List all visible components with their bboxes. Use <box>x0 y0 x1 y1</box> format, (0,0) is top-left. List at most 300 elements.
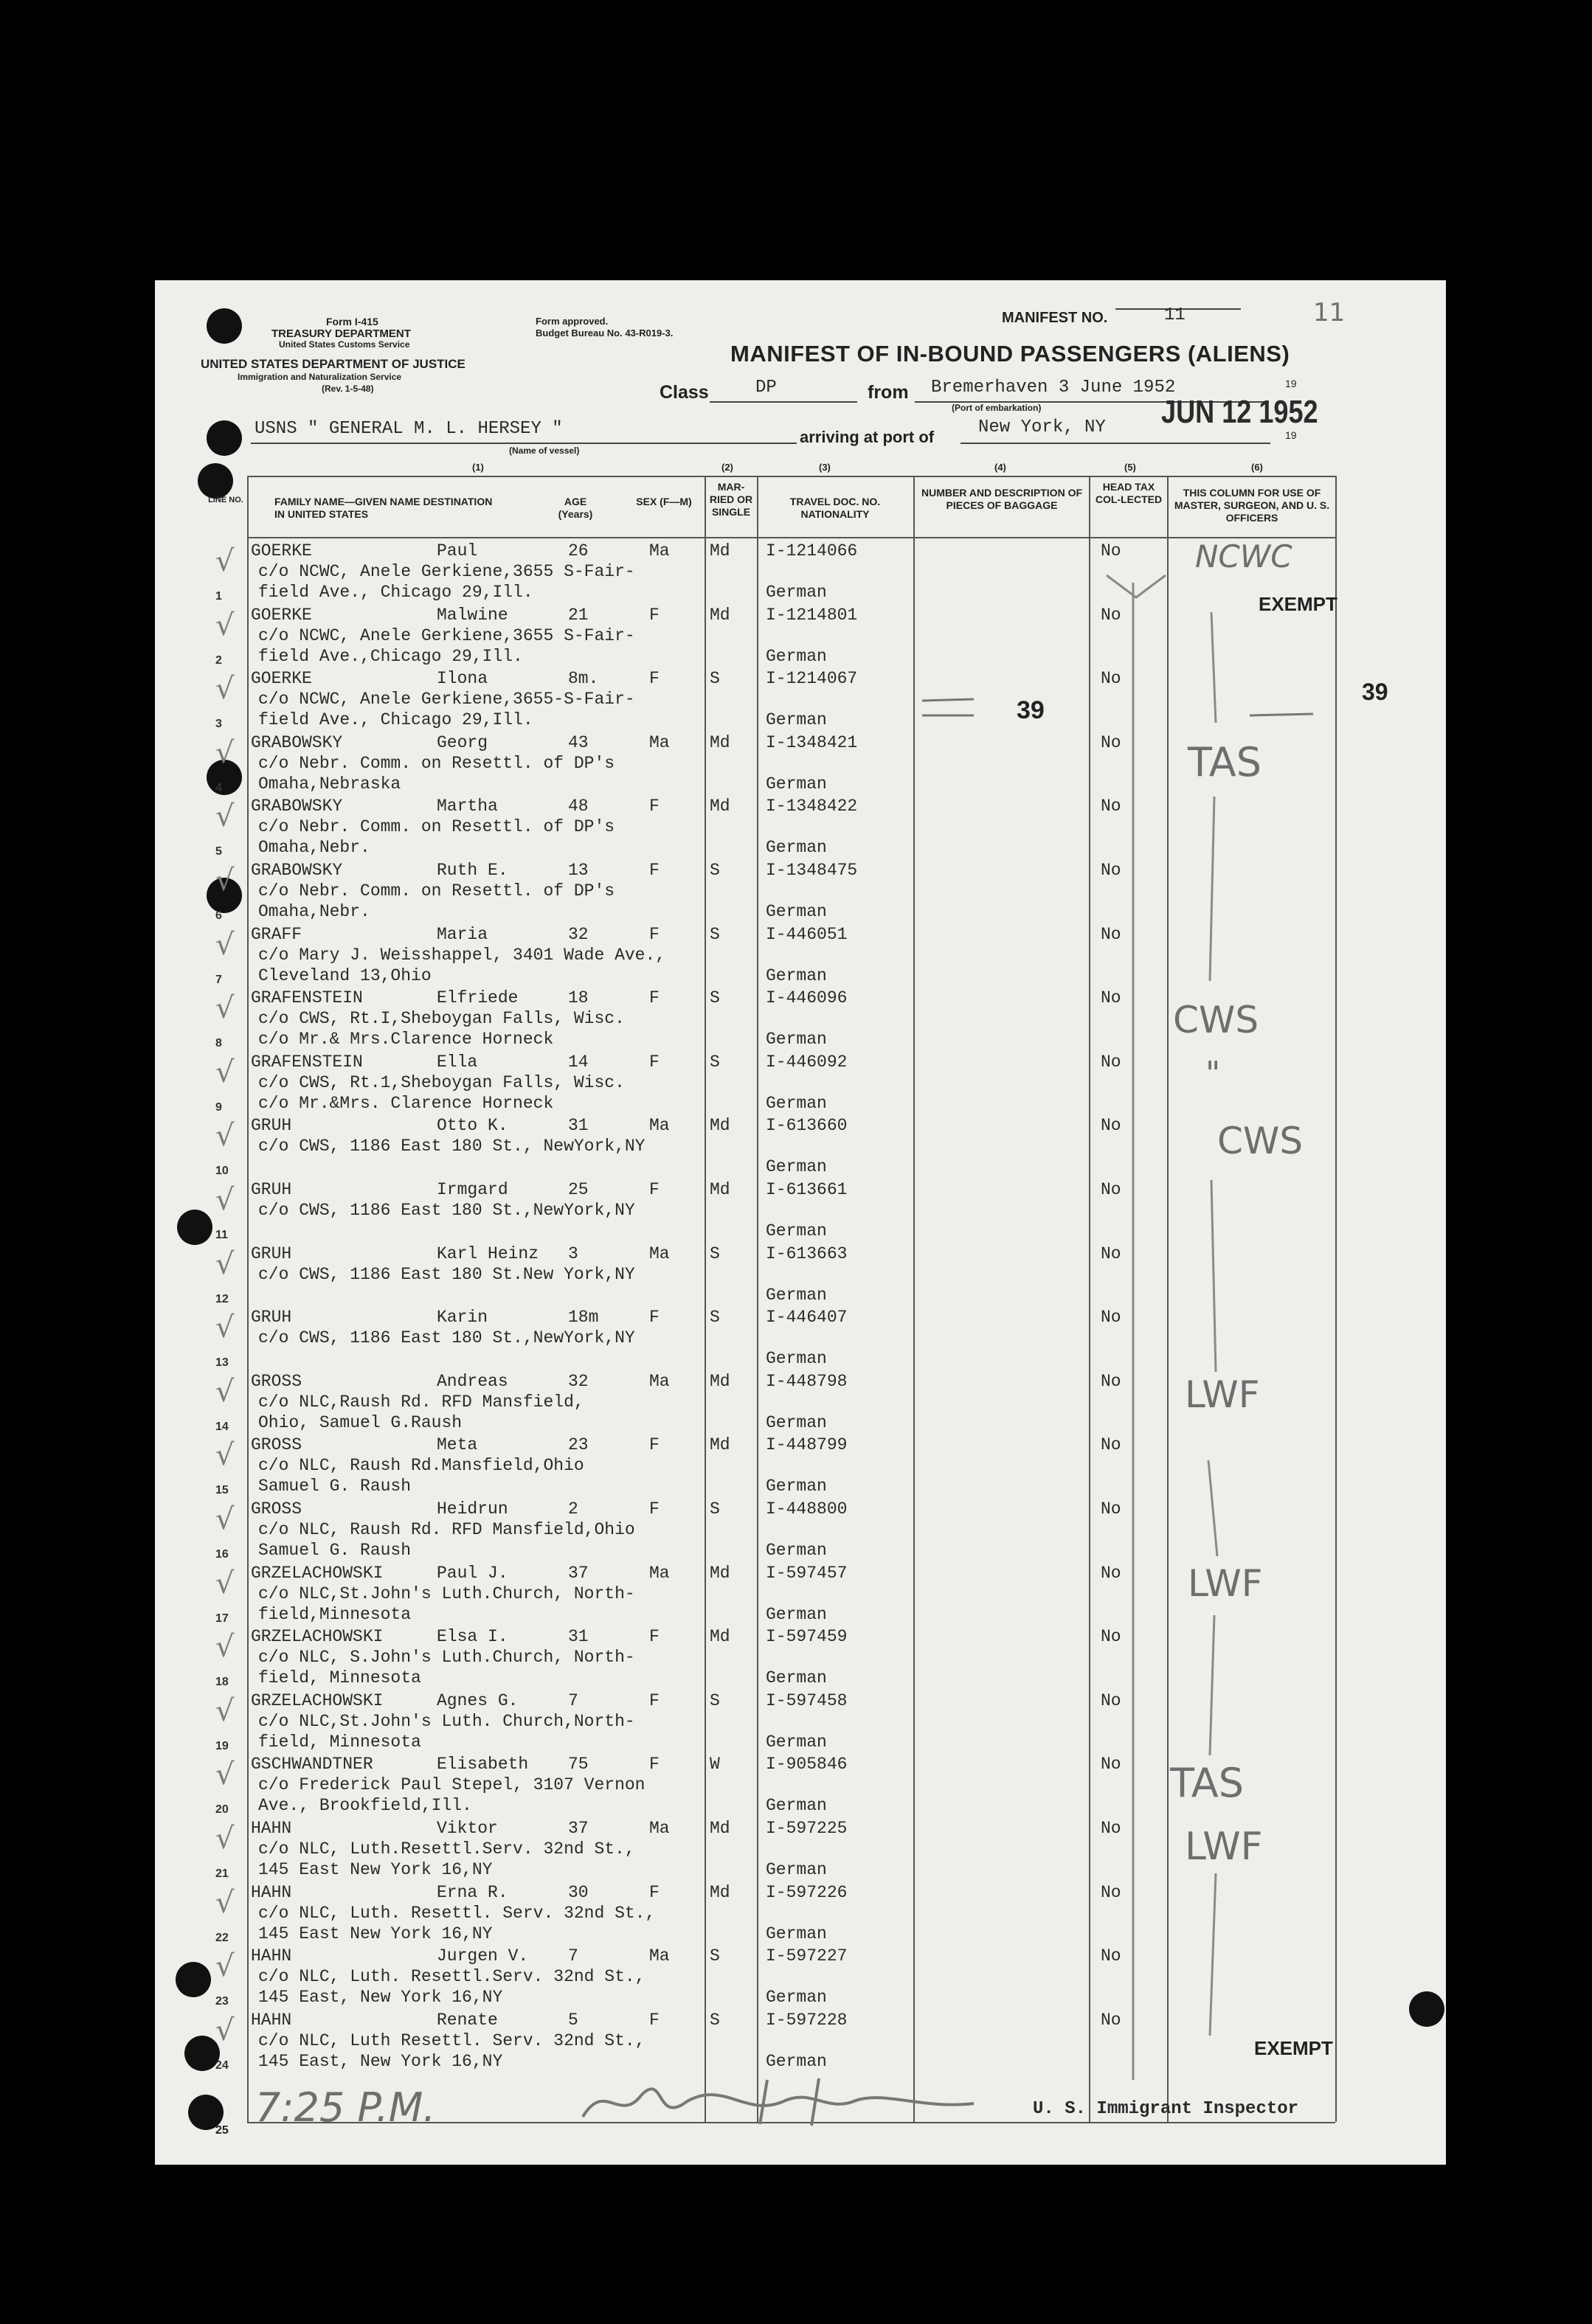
destination-line-1: c/o NCWC, Anele Gerkiene,3655 S-Fair- <box>258 562 635 581</box>
travel-doc-no: I-448799 <box>766 1435 848 1455</box>
given-name: Elsa I. <box>437 1627 508 1647</box>
nationality: German <box>766 1285 827 1305</box>
given-name: Irmgard <box>437 1180 508 1199</box>
head-tax: No <box>1101 541 1121 561</box>
inspector-label: U. S. Immigrant Inspector <box>1033 2099 1299 2119</box>
nationality: German <box>766 1732 827 1752</box>
family-name: GOERKE <box>251 605 312 625</box>
marital-status: Md <box>710 605 730 625</box>
family-name: GRZELACHOWSKI <box>251 1627 384 1647</box>
sex: Ma <box>649 1243 670 1263</box>
destination-line-1: c/o NLC, Raush Rd.Mansfield,Ohio <box>258 1456 584 1476</box>
marital-status: Md <box>710 1627 730 1647</box>
marital-status: S <box>710 1946 720 1966</box>
arrival-port: New York, NY <box>978 417 1106 437</box>
marital-status: S <box>710 924 720 944</box>
destination-line-2: Ohio, Samuel G.Raush <box>258 1412 463 1432</box>
sex: Ma <box>649 1819 670 1838</box>
row-checkmark: √ <box>215 608 235 642</box>
destination-line-2: Ave., Brookfield,Ill. <box>258 1796 472 1816</box>
row-checkmark: √ <box>215 1566 235 1600</box>
sex: F <box>649 1180 660 1199</box>
family-name: GRABOWSKY <box>251 861 343 880</box>
travel-doc-no: I-1348422 <box>766 797 858 816</box>
line-number: 7 <box>215 973 222 986</box>
embark-caption: (Port of embarkation) <box>952 403 1042 413</box>
travel-doc-no: I-446051 <box>766 924 848 944</box>
destination-line-1: c/o NLC, Luth Resettl. Serv. 32nd St., <box>258 2030 646 2050</box>
destination-line-1: c/o Nebr. Comm. on Resettl. of DP's <box>258 753 615 773</box>
marital-status: S <box>710 1243 720 1263</box>
age: 7 <box>568 1690 578 1710</box>
destination-line-1: c/o CWS, 1186 East 180 St.,NewYork,NY <box>258 1201 635 1220</box>
head-tax: No <box>1101 1882 1121 1902</box>
destination-line-2: Samuel G. Raush <box>258 1477 412 1496</box>
row-checkmark: √ <box>215 1630 235 1665</box>
destination-line-1: c/o CWS, Rt.I,Sheboygan Falls, Wisc. <box>258 1009 625 1029</box>
travel-doc-no: I-613661 <box>766 1180 848 1199</box>
line-number: 22 <box>215 1931 229 1944</box>
nationality: German <box>766 902 827 921</box>
destination-line-1: c/o CWS, 1186 East 180 St., NewYork,NY <box>258 1137 646 1156</box>
marital-status: S <box>710 1499 720 1519</box>
nationality: German <box>766 774 827 794</box>
head-tax: No <box>1101 732 1121 752</box>
given-name: Andreas <box>437 1371 508 1391</box>
line-number: 14 <box>215 1420 229 1433</box>
travel-doc-no: I-597228 <box>766 2010 848 2030</box>
sex: F <box>649 1882 660 1902</box>
age: 31 <box>568 1116 589 1136</box>
sex: F <box>649 605 660 625</box>
given-name: Malwine <box>437 605 508 625</box>
col-num-1: (1) <box>472 462 484 473</box>
family-name: GSCHWANDTNER <box>251 1755 373 1775</box>
given-name: Meta <box>437 1435 478 1455</box>
treasury-dept: TREASURY DEPARTMENT <box>271 327 411 340</box>
destination-line-2: Cleveland 13,Ohio <box>258 965 432 985</box>
marital-status: Md <box>710 541 730 561</box>
nationality: German <box>766 965 827 985</box>
travel-doc-no: I-597226 <box>766 1882 848 1902</box>
note-cws-2: CWS <box>1217 1120 1304 1162</box>
inspector-signature <box>575 2072 989 2132</box>
embarkation-port: Bremerhaven 3 June 1952 <box>931 378 1176 398</box>
destination-line-1: c/o NLC,St.John's Luth.Church, North- <box>258 1584 635 1603</box>
family-name: GRAFENSTEIN <box>251 988 363 1008</box>
travel-doc-no: I-597459 <box>766 1627 848 1647</box>
family-name: HAHN <box>251 1882 292 1902</box>
head-tax: No <box>1101 1435 1121 1455</box>
col-num-6: (6) <box>1251 462 1263 473</box>
given-name: Heidrun <box>437 1499 508 1519</box>
customs-service: United States Customs Service <box>279 339 410 350</box>
row-checkmark: √ <box>215 927 235 962</box>
family-name: GRAFENSTEIN <box>251 1052 363 1072</box>
sex: F <box>649 861 660 880</box>
head-tax: No <box>1101 1499 1121 1519</box>
note-ditto: " <box>1205 1055 1221 1092</box>
sex: F <box>649 2010 660 2030</box>
head-tax: No <box>1101 669 1121 689</box>
note-lwf-3: LWF <box>1185 1825 1263 1869</box>
note-lwf-2: LWF <box>1188 1562 1263 1605</box>
arrival-date-stamp: JUN 12 1952 <box>1161 394 1318 430</box>
destination-line-1: c/o NCWC, Anele Gerkiene,3655-S-Fair- <box>258 690 635 710</box>
row-checkmark: √ <box>215 1949 235 1984</box>
col-num-4: (4) <box>994 462 1006 473</box>
destination-line-2: Omaha,Nebr. <box>258 838 370 858</box>
destination-line-2: c/o Mr.&Mrs. Clarence Horneck <box>258 1093 554 1113</box>
travel-doc-no: I-446407 <box>766 1308 848 1328</box>
destination-line-1: c/o NLC, Luth.Resettl.Serv. 32nd St., <box>258 1839 635 1859</box>
family-name: GROSS <box>251 1499 302 1519</box>
line-number: 10 <box>215 1165 229 1178</box>
justice-dept: UNITED STATES DEPARTMENT OF JUSTICE <box>201 357 466 371</box>
line-number: 4 <box>215 781 222 794</box>
row-checkmark: √ <box>215 544 235 578</box>
age: 8m. <box>568 669 599 689</box>
destination-line-1: c/o NLC, Raush Rd. RFD Mansfield,Ohio <box>258 1520 635 1539</box>
from-label: from <box>868 382 909 403</box>
class-label: Class <box>660 382 709 403</box>
age: 37 <box>568 1563 589 1583</box>
destination-line-2: 145 East, New York 16,NY <box>258 1988 503 2008</box>
row-checkmark: √ <box>215 2013 235 2047</box>
given-name: Viktor <box>437 1819 498 1838</box>
marital-status: Md <box>710 1435 730 1455</box>
destination-line-1: c/o CWS, Rt.1,Sheboygan Falls, Wisc. <box>258 1072 625 1092</box>
note-ncwc: NCWC <box>1195 538 1292 575</box>
nationality: German <box>766 1157 827 1177</box>
family-name: GOERKE <box>251 541 312 561</box>
header-travel-doc: TRAVEL DOC. NO. NATIONALITY <box>789 496 881 520</box>
given-name: Karin <box>437 1308 488 1328</box>
age: 26 <box>568 541 589 561</box>
marital-status: S <box>710 1308 720 1328</box>
sex: Ma <box>649 1946 670 1966</box>
family-name: GRAFF <box>251 924 302 944</box>
head-tax: No <box>1101 1308 1121 1328</box>
age: 32 <box>568 924 589 944</box>
nationality: German <box>766 1477 827 1496</box>
row-checkmark: √ <box>215 1693 235 1728</box>
destination-line-2: field, Minnesota <box>258 1732 421 1752</box>
nationality: German <box>766 646 827 666</box>
arriving-label: arriving at port of <box>800 428 935 446</box>
destination-line-2: field Ave.,Chicago 29,Ill. <box>258 646 523 666</box>
travel-doc-no: I-446096 <box>766 988 848 1008</box>
head-tax: No <box>1101 861 1121 880</box>
travel-doc-no: I-448800 <box>766 1499 848 1519</box>
family-name: HAHN <box>251 1819 292 1838</box>
age: 2 <box>568 1499 578 1519</box>
given-name: Georg <box>437 732 488 752</box>
family-name: GRUH <box>251 1243 292 1263</box>
destination-line-1: c/o Nebr. Comm. on Resettl. of DP's <box>258 881 615 901</box>
side-count: 39 <box>1362 679 1388 705</box>
line-number: 20 <box>215 1803 229 1817</box>
age: 31 <box>568 1627 589 1647</box>
age: 7 <box>568 1946 578 1966</box>
family-name: GOERKE <box>251 669 312 689</box>
row-checkmark: √ <box>215 1183 235 1217</box>
age: 18m <box>568 1308 599 1328</box>
age: 32 <box>568 1371 589 1391</box>
head-tax: No <box>1101 924 1121 944</box>
age: 48 <box>568 797 589 816</box>
sex: F <box>649 1499 660 1519</box>
sex: F <box>649 924 660 944</box>
row-checkmark: √ <box>215 1885 235 1920</box>
line-25: 25 <box>215 2124 229 2137</box>
nationality: German <box>766 1860 827 1879</box>
destination-line-2: field Ave., Chicago 29,Ill. <box>258 710 533 730</box>
row-checkmark: √ <box>215 1374 235 1409</box>
age: 21 <box>568 605 589 625</box>
form-approved: Form approved. <box>536 316 609 327</box>
head-tax: No <box>1101 1819 1121 1838</box>
marital-status: Md <box>710 732 730 752</box>
head-tax: No <box>1101 1563 1121 1583</box>
travel-doc-no: I-1214801 <box>766 605 858 625</box>
line-number: 13 <box>215 1356 229 1370</box>
given-name: Maria <box>437 924 488 944</box>
sex: Ma <box>649 1563 670 1583</box>
row-checkmark: √ <box>215 1822 235 1856</box>
note-tas-1: TAS <box>1188 739 1262 785</box>
marital-status: S <box>710 988 720 1008</box>
arrival-time: 7:25 P.M. <box>255 2084 436 2131</box>
destination-line-1: c/o Mary J. Weisshappel, 3401 Wade Ave., <box>258 945 666 965</box>
head-tax: No <box>1101 1243 1121 1263</box>
sex: F <box>649 1755 660 1775</box>
family-name: GROSS <box>251 1435 302 1455</box>
col-num-5: (5) <box>1124 462 1136 473</box>
line-number: 17 <box>215 1612 229 1625</box>
row-checkmark: √ <box>215 672 235 707</box>
sex: Ma <box>649 1371 670 1391</box>
nationality: German <box>766 710 827 730</box>
row-checkmark: √ <box>215 1502 235 1536</box>
given-name: Paul J. <box>437 1563 508 1583</box>
vessel-name: USNS " GENERAL M. L. HERSEY " <box>255 419 563 439</box>
family-name: GRABOWSKY <box>251 797 343 816</box>
given-name: Elfriede <box>437 988 519 1008</box>
sex: F <box>649 1627 660 1647</box>
row-checkmark: √ <box>215 799 235 834</box>
note-tas-2: TAS <box>1170 1760 1245 1806</box>
travel-doc-no: I-613660 <box>766 1116 848 1136</box>
head-tax: No <box>1101 605 1121 625</box>
year-suffix-2: 19 <box>1285 429 1297 441</box>
nationality: German <box>766 1924 827 1943</box>
sex: F <box>649 797 660 816</box>
line-number: 9 <box>215 1100 222 1114</box>
header-married: MAR-RIED OR SINGLE <box>709 481 753 518</box>
age: 30 <box>568 1882 589 1902</box>
given-name: Ilona <box>437 669 488 689</box>
line-number: 21 <box>215 1867 229 1880</box>
header-age: AGE (Years) <box>558 496 593 520</box>
travel-doc-no: I-597225 <box>766 1819 848 1838</box>
nationality: German <box>766 1988 827 2008</box>
row-checkmark: √ <box>215 1055 235 1089</box>
age: 43 <box>568 732 589 752</box>
given-name: Paul <box>437 541 478 561</box>
line-number: 18 <box>215 1676 229 1689</box>
sex: F <box>649 1435 660 1455</box>
line-number: 11 <box>215 1229 228 1241</box>
destination-line-1: c/o Frederick Paul Stepel, 3107 Vernon <box>258 1775 646 1795</box>
header-baggage: NUMBER AND DESCRIPTION OF PIECES OF BAGGAGE <box>921 487 1083 511</box>
travel-doc-no: I-1214067 <box>766 669 858 689</box>
line-number: 23 <box>215 1995 229 2008</box>
given-name: Renate <box>437 2010 498 2030</box>
nationality: German <box>766 1796 827 1816</box>
given-name: Otto K. <box>437 1116 508 1136</box>
given-name: Agnes G. <box>437 1690 519 1710</box>
marital-status: Md <box>710 1371 730 1391</box>
age: 14 <box>568 1052 589 1072</box>
note-lwf-1: LWF <box>1185 1373 1260 1416</box>
nationality: German <box>766 1349 827 1369</box>
age: 5 <box>568 2010 578 2030</box>
head-tax: No <box>1101 2010 1121 2030</box>
row-checkmark: √ <box>215 1311 235 1345</box>
exempt-bottom: EXEMPT <box>1254 2037 1333 2059</box>
marital-status: S <box>710 1052 720 1072</box>
destination-line-1: c/o NCWC, Anele Gerkiene,3655 S-Fair- <box>258 625 635 645</box>
head-tax: No <box>1101 1371 1121 1391</box>
travel-doc-no: I-597227 <box>766 1946 848 1966</box>
ins-service: Immigration and Naturalization Service <box>238 372 402 382</box>
header-officers: THIS COLUMN FOR USE OF MASTER, SURGEON, AND U. S. OFFICERS <box>1174 487 1330 524</box>
sex: F <box>649 1052 660 1072</box>
line-number: 2 <box>215 653 222 667</box>
marital-status: S <box>710 861 720 880</box>
family-name: GRABOWSKY <box>251 732 343 752</box>
marital-status: S <box>710 1690 720 1710</box>
destination-line-2: 145 East New York 16,NY <box>258 1860 493 1879</box>
header-line-no: LINE NO. <box>208 496 243 504</box>
head-tax: No <box>1101 1180 1121 1199</box>
header-head-tax: HEAD TAX COL-LECTED <box>1095 481 1163 505</box>
travel-doc-no: I-1348475 <box>766 861 858 880</box>
family-name: GRZELACHOWSKI <box>251 1690 384 1710</box>
row-checkmark: √ <box>215 1758 235 1792</box>
given-name: Karl Heinz <box>437 1243 539 1263</box>
line-number: 6 <box>215 909 222 922</box>
destination-line-2: field, Minnesota <box>258 1668 421 1688</box>
family-name: GRUH <box>251 1308 292 1328</box>
destination-line-2: Omaha,Nebraska <box>258 774 401 794</box>
given-name: Jurgen V. <box>437 1946 529 1966</box>
marital-status: S <box>710 669 720 689</box>
destination-line-2: Samuel G. Raush <box>258 1541 412 1560</box>
head-tax: No <box>1101 1627 1121 1647</box>
sex: F <box>649 988 660 1008</box>
head-tax: No <box>1101 1116 1121 1136</box>
nationality: German <box>766 838 827 858</box>
destination-line-2: c/o Mr.& Mrs.Clarence Horneck <box>258 1030 554 1050</box>
age: 23 <box>568 1435 589 1455</box>
sex: F <box>649 669 660 689</box>
travel-doc-no: I-1348421 <box>766 732 858 752</box>
marital-status: W <box>710 1755 720 1775</box>
destination-line-2: 145 East New York 16,NY <box>258 1924 493 1943</box>
age: 18 <box>568 988 589 1008</box>
family-name: GRZELACHOWSKI <box>251 1563 384 1583</box>
manifest-no: 11 <box>1164 305 1186 325</box>
travel-doc-no: I-613663 <box>766 1243 848 1263</box>
nationality: German <box>766 1668 827 1688</box>
travel-doc-no: I-905846 <box>766 1755 848 1775</box>
line-number: 19 <box>215 1739 229 1752</box>
sex: Ma <box>649 1116 670 1136</box>
head-tax: No <box>1101 1755 1121 1775</box>
row-checkmark: √ <box>215 991 235 1026</box>
given-name: Ella <box>437 1052 478 1072</box>
header-name: FAMILY NAME—GIVEN NAME DESTINATION IN UNITED STATES <box>274 496 493 520</box>
page-title: MANIFEST OF IN-BOUND PASSENGERS (ALIENS) <box>730 341 1290 367</box>
nationality: German <box>766 1221 827 1241</box>
age: 25 <box>568 1180 589 1199</box>
col-num-2: (2) <box>721 462 733 473</box>
head-tax: No <box>1101 797 1121 816</box>
given-name: Ruth E. <box>437 861 508 880</box>
head-tax: No <box>1101 1690 1121 1710</box>
baggage-count: 39 <box>1017 696 1045 724</box>
col-num-3: (3) <box>819 462 831 473</box>
line-number: 1 <box>215 590 222 603</box>
sex: F <box>649 1690 660 1710</box>
line-number: 15 <box>215 1484 229 1497</box>
row-checkmark: √ <box>215 1246 235 1281</box>
family-name: GROSS <box>251 1371 302 1391</box>
marital-status: S <box>710 2010 720 2030</box>
sex: Ma <box>649 732 670 752</box>
row-checkmark: √ <box>215 864 235 898</box>
given-name: Elisabeth <box>437 1755 529 1775</box>
age: 75 <box>568 1755 589 1775</box>
vessel-caption: (Name of vessel) <box>509 445 580 456</box>
nationality: German <box>766 2051 827 2071</box>
row-checkmark: √ <box>215 1119 235 1154</box>
line-number: 5 <box>215 845 222 859</box>
header-sex: SEX (F—M) <box>636 496 692 507</box>
nationality: German <box>766 583 827 602</box>
given-name: Martha <box>437 797 498 816</box>
nationality: German <box>766 1030 827 1050</box>
nationality: German <box>766 1093 827 1113</box>
age: 13 <box>568 861 589 880</box>
destination-line-2: field,Minnesota <box>258 1604 412 1624</box>
form-number: Form I-415 <box>326 316 378 327</box>
marital-status: Md <box>710 1819 730 1838</box>
line-number: 8 <box>215 1037 222 1050</box>
marital-status: Md <box>710 1116 730 1136</box>
line-number: 16 <box>215 1548 229 1561</box>
head-tax: No <box>1101 988 1121 1008</box>
marital-status: Md <box>710 797 730 816</box>
year-suffix: 19 <box>1285 378 1297 389</box>
age: 3 <box>568 1243 578 1263</box>
travel-doc-no: I-1214066 <box>766 541 858 561</box>
line-number: 24 <box>215 2058 229 2072</box>
travel-doc-no: I-597458 <box>766 1690 848 1710</box>
row-checkmark: √ <box>215 1438 235 1473</box>
